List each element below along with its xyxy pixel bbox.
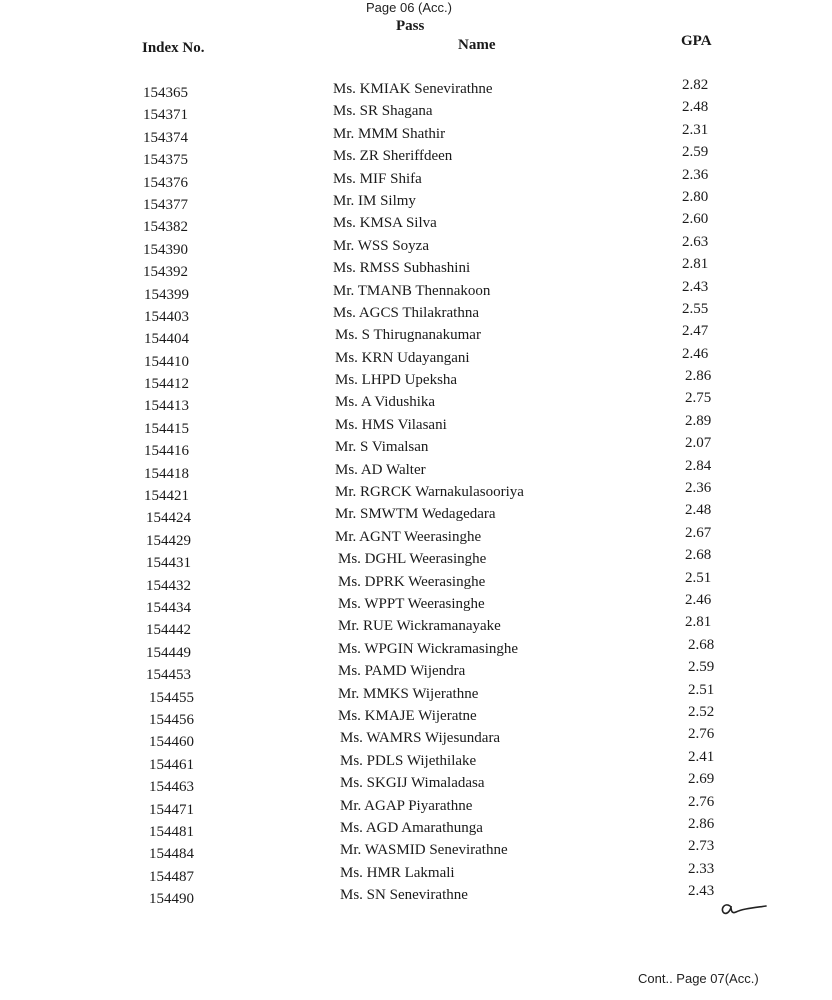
table-row: [0, 703, 832, 728]
handwritten-initial-icon: [718, 896, 770, 920]
name-cell: Ms. DGHL Weerasinghe: [338, 551, 487, 568]
continued-note: Cont.. Page 07(Acc.): [638, 971, 759, 986]
gpa-cell: 2.46: [682, 345, 709, 362]
name-cell: Mr. MMM Shathir: [333, 125, 446, 142]
gpa-cell: 2.43: [688, 883, 715, 900]
name-cell: Ms. KMIAK Senevirathne: [333, 81, 493, 97]
index-cell: 154413: [144, 398, 189, 415]
index-cell: 154418: [144, 465, 189, 482]
name-cell: Ms. S Thirugnanakumar: [335, 327, 481, 344]
table-row: [0, 748, 832, 773]
table-row: [0, 258, 832, 280]
name-cell: Mr. S Vimalsan: [335, 439, 429, 456]
table-row: [0, 840, 832, 862]
gpa-cell: 2.81: [682, 256, 709, 273]
index-cell: 154453: [146, 667, 191, 684]
name-cell: Mr. IM Silmy: [333, 192, 416, 209]
name-cell: Mr. SMWTM Wedagedara: [335, 506, 496, 523]
table-row: [0, 370, 832, 392]
gpa-cell: 2.55: [682, 300, 709, 317]
index-cell: 154375: [143, 152, 188, 169]
name-cell: Ms. SR Shagana: [333, 103, 433, 120]
name-cell: Ms. WPGIN Wickramasinghe: [338, 640, 519, 657]
index-cell: 154416: [144, 443, 189, 460]
gpa-cell: 2.86: [688, 815, 715, 832]
gpa-cell: 2.52: [688, 703, 715, 720]
table-row: [0, 412, 832, 437]
gpa-cell: 2.47: [682, 323, 709, 340]
index-cell: 154392: [143, 264, 188, 281]
gpa-cell: 2.80: [682, 188, 709, 205]
table-row: [0, 79, 832, 101]
gpa-cell: 2.68: [688, 636, 715, 653]
table-row: [0, 213, 832, 235]
name-cell: Ms. DPRK Weerasinghe: [338, 573, 486, 590]
table-row: [0, 325, 832, 347]
table-row: [0, 437, 832, 459]
column-header-gpa: GPA: [681, 33, 712, 49]
index-cell: 154461: [149, 756, 194, 773]
gpa-cell: 2.51: [688, 681, 715, 698]
name-cell: Ms. AGD Amarathunga: [340, 819, 483, 836]
table-row: [0, 793, 832, 818]
table-row: [0, 300, 832, 325]
gpa-cell: 2.75: [685, 390, 712, 407]
index-cell: 154463: [149, 779, 194, 796]
name-cell: Ms. PDLS Wijethilake: [340, 752, 477, 769]
gpa-cell: 2.69: [688, 771, 715, 788]
index-cell: 154421: [144, 488, 189, 505]
table-row: [0, 616, 832, 638]
name-cell: Ms. WAMRS Wijesundara: [340, 730, 501, 747]
index-cell: 154432: [146, 577, 191, 594]
name-cell: Ms. PAMD Wijendra: [338, 663, 466, 680]
name-cell: Ms. A Vidushika: [335, 394, 436, 411]
index-cell: 154399: [144, 286, 189, 303]
table-row: [0, 636, 832, 661]
section-title: Pass: [396, 18, 425, 34]
page-label: Page 06 (Acc.): [366, 0, 452, 15]
name-cell: Mr. WSS Soyza: [333, 237, 429, 254]
gpa-cell: 2.48: [682, 99, 709, 116]
table-row: [0, 278, 832, 303]
index-cell: 154415: [144, 420, 189, 437]
index-cell: 154434: [146, 599, 191, 616]
name-cell: Mr. WASMID Senevirathne: [340, 842, 508, 859]
index-cell: 154403: [144, 308, 189, 325]
index-cell: 154471: [149, 801, 194, 818]
table-row: [0, 233, 832, 258]
table-row: [0, 504, 832, 526]
gpa-cell: 2.33: [688, 860, 715, 877]
index-cell: 154404: [144, 331, 189, 348]
name-cell: Ms. AD Walter: [335, 461, 426, 478]
index-cell: 154449: [146, 644, 191, 661]
name-cell: Ms. RMSS Subhashini: [333, 260, 471, 277]
table-row: [0, 482, 832, 504]
table-row: [0, 885, 832, 907]
gpa-cell: 2.48: [685, 502, 712, 519]
index-cell: 154424: [146, 510, 191, 527]
index-cell: 154429: [146, 532, 191, 549]
name-cell: Mr. AGNT Weerasinghe: [335, 528, 482, 545]
table-row: [0, 549, 832, 571]
name-cell: Ms. WPPT Weerasinghe: [338, 595, 485, 612]
index-cell: 154390: [143, 241, 188, 258]
table-row: [0, 188, 832, 213]
gpa-cell: 2.31: [682, 121, 709, 138]
name-cell: Ms. SN Senevirathne: [340, 887, 468, 904]
name-cell: Ms. ZR Sheriffdeen: [333, 148, 453, 165]
table-row: [0, 121, 832, 146]
name-cell: Ms. KRN Udayangani: [335, 349, 470, 366]
gpa-cell: 2.84: [685, 457, 712, 474]
index-cell: 154365: [143, 85, 188, 101]
table-row: [0, 457, 832, 482]
table-row: [0, 101, 832, 123]
gpa-cell: 2.89: [685, 412, 712, 429]
gpa-cell: 2.76: [688, 726, 715, 743]
table-row: [0, 392, 832, 414]
table-row: [0, 681, 832, 706]
name-cell: Ms. MIF Shifa: [333, 170, 422, 187]
index-cell: 154431: [146, 555, 191, 572]
table-row: [0, 815, 832, 840]
name-cell: Ms. AGCS Thilakrathna: [333, 304, 479, 321]
gpa-cell: 2.67: [685, 524, 712, 541]
column-header-index: Index No.: [142, 40, 205, 56]
index-cell: 154487: [149, 868, 194, 885]
table-row: [0, 569, 832, 594]
results-table: [0, 79, 832, 907]
name-cell: Ms. LHPD Upeksha: [335, 372, 458, 389]
name-cell: Mr. RGRCK Warnakulasooriya: [335, 484, 524, 501]
table-row: [0, 728, 832, 750]
gpa-cell: 2.07: [685, 435, 712, 452]
gpa-cell: 2.76: [688, 793, 715, 810]
name-cell: Mr. RUE Wickramanayake: [338, 618, 501, 635]
index-cell: 154377: [143, 196, 188, 213]
gpa-cell: 2.46: [685, 591, 712, 608]
table-row: [0, 773, 832, 795]
gpa-cell: 2.36: [682, 166, 709, 183]
table-row: [0, 146, 832, 168]
index-cell: 154442: [146, 622, 191, 639]
gpa-cell: 2.86: [685, 368, 712, 385]
name-cell: Ms. KMAJE Wijeratne: [338, 707, 477, 724]
gpa-cell: 2.43: [682, 278, 709, 295]
name-cell: Ms. KMSA Silva: [333, 215, 437, 232]
table-row: [0, 524, 832, 549]
name-cell: Mr. TMANB Thennakoon: [333, 282, 491, 299]
name-cell: Ms. HMS Vilasani: [335, 416, 447, 433]
gpa-cell: 2.82: [682, 77, 709, 93]
gpa-cell: 2.60: [682, 211, 709, 228]
table-row: [0, 860, 832, 885]
index-cell: 154374: [143, 129, 188, 146]
name-cell: Mr. MMKS Wijerathne: [338, 685, 479, 702]
gpa-cell: 2.59: [682, 144, 709, 161]
gpa-cell: 2.81: [685, 614, 712, 631]
index-cell: 154376: [143, 174, 188, 191]
index-cell: 154410: [144, 353, 189, 370]
name-cell: Ms. SKGIJ Wimaladasa: [340, 775, 485, 792]
index-cell: 154382: [143, 219, 188, 236]
column-header-name: Name: [458, 37, 496, 53]
index-cell: 154456: [149, 711, 194, 728]
gpa-cell: 2.51: [685, 569, 712, 586]
gpa-cell: 2.41: [688, 748, 715, 765]
index-cell: 154481: [149, 823, 194, 840]
name-cell: Mr. AGAP Piyarathne: [340, 797, 473, 814]
name-cell: Ms. HMR Lakmali: [340, 864, 455, 881]
index-cell: 154490: [149, 891, 194, 908]
gpa-cell: 2.59: [688, 659, 715, 676]
table-row: [0, 345, 832, 370]
table-row: [0, 166, 832, 191]
index-cell: 154371: [143, 107, 188, 124]
gpa-cell: 2.73: [688, 838, 715, 855]
index-cell: 154460: [149, 734, 194, 751]
gpa-cell: 2.36: [685, 480, 712, 497]
index-cell: 154455: [149, 689, 194, 706]
index-cell: 154484: [149, 846, 194, 863]
table-row: [0, 661, 832, 683]
gpa-cell: 2.68: [685, 547, 712, 564]
index-cell: 154412: [144, 376, 189, 393]
gpa-cell: 2.63: [682, 233, 709, 250]
table-row: [0, 591, 832, 616]
